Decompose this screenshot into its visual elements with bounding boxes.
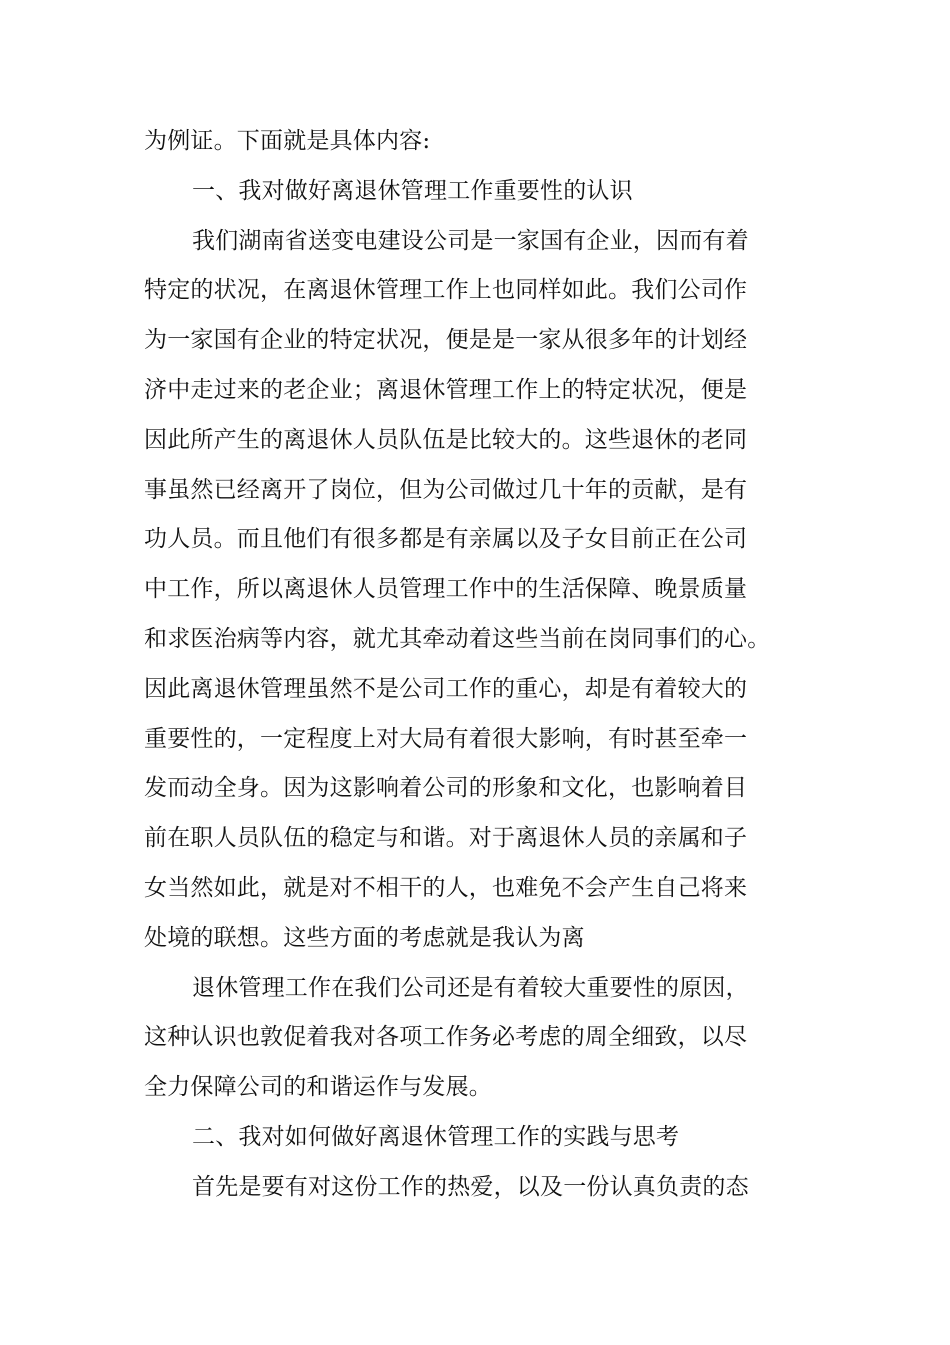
paragraph-line: 特定的状况，在离退休管理工作上也同样如此。我们公司作 [144,277,748,304]
section-heading: 二、我对如何做好离退休管理工作的实践与思考 [192,1123,680,1150]
section-heading: 一、我对做好离退休管理工作重要性的认识 [192,177,633,204]
paragraph-line: 事虽然已经离开了岗位，但为公司做过几十年的贡献，是有 [144,476,748,503]
paragraph-line: 全力保障公司的和谐运作与发展。 [144,1074,492,1101]
paragraph-line: 这种认识也敦促着我对各项工作务必考虑的周全细致，以尽 [144,1024,748,1051]
document-body [144,117,771,1213]
paragraph-line: 中工作，所以离退休人员管理工作中的生活保障、晚景质量 [144,576,748,603]
paragraph-line: 和求医治病等内容，就尤其牵动着这些当前在岗同事们的心。 [144,625,771,652]
paragraph-line: 重要性的，一定程度上对大局有着很大影响，有时甚至牵一 [144,725,748,752]
paragraph-line: 为一家国有企业的特定状况，便是是一家从很多年的计划经 [144,327,748,354]
paragraph-line: 首先是要有对这份工作的热爱，以及一份认真负责的态 [192,1173,749,1200]
paragraph-line: 我们湖南省送变电建设公司是一家国有企业，因而有着 [192,227,749,254]
paragraph-line: 前在职人员队伍的稳定与和谐。对于离退休人员的亲属和子 [144,825,748,852]
text-line: 为例证。下面就是具体内容: [144,128,431,154]
paragraph-line: 因此离退休管理虽然不是公司工作的重心，却是有着较大的 [144,675,748,702]
paragraph-line: 因此所产生的离退休人员队伍是比较大的。这些退休的老同 [144,426,748,453]
paragraph-line: 济中走过来的老企业；离退休管理工作上的特定状况，便是 [144,376,748,403]
paragraph-line: 退休管理工作在我们公司还是有着较大重要性的原因， [192,974,749,1001]
paragraph-line: 功人员。而且他们有很多都是有亲属以及子女目前正在公司 [144,526,748,553]
paragraph-line: 女当然如此，就是对不相干的人，也难免不会产生自己将来 [144,874,748,901]
paragraph-line: 发而动全身。因为这影响着公司的形象和文化，也影响着目 [144,775,748,802]
paragraph-line: 处境的联想。这些方面的考虑就是我认为离 [144,924,585,951]
